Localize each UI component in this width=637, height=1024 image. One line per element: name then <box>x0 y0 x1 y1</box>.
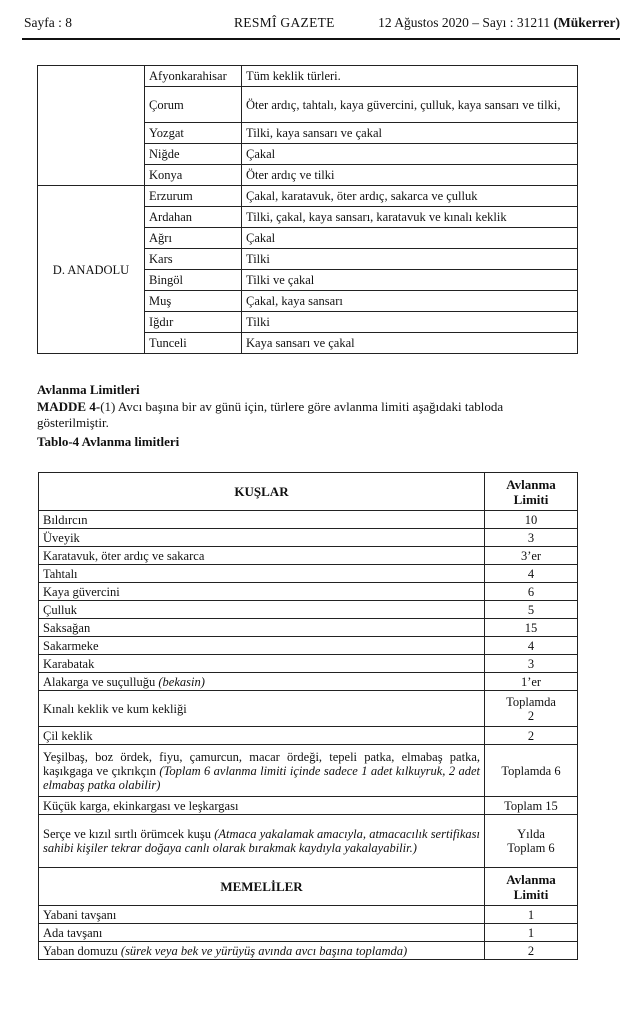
species-name: Karabatak <box>39 655 485 673</box>
species-name: Saksağan <box>39 619 485 637</box>
table-header-row <box>39 473 578 511</box>
table-header-row <box>39 868 578 906</box>
species-name: Kaya güvercini <box>39 583 485 601</box>
province-cell: Yozgat <box>145 123 242 144</box>
table-row <box>38 186 578 207</box>
species-cell: Tilki <box>242 249 578 270</box>
article-paragraph <box>37 399 578 431</box>
province-cell: Kars <box>145 249 242 270</box>
article-label: MADDE 4- <box>37 399 101 414</box>
table-row <box>39 745 578 797</box>
species-name: Karatavuk, öter ardıç ve sakarca <box>39 547 485 565</box>
province-cell: Ardahan <box>145 207 242 228</box>
region-province-table <box>37 65 578 354</box>
limit-value: 6 <box>485 583 578 601</box>
table-row <box>39 655 578 673</box>
species-cell: Tilki, kaya sansarı ve çakal <box>242 123 578 144</box>
province-cell: Muş <box>145 291 242 312</box>
limit-header-line1: Avlanma <box>506 476 556 492</box>
province-cell: Çorum <box>145 87 242 123</box>
header-rule <box>22 38 620 40</box>
limit-header-line1: Avlanma <box>506 871 556 887</box>
limit-value: Toplamda 6 <box>485 745 578 797</box>
table-row <box>39 583 578 601</box>
limit-value: 4 <box>485 637 578 655</box>
limit-value: Toplam 15 <box>485 797 578 815</box>
species-name: Sakarmeke <box>39 637 485 655</box>
species-name: Küçük karga, ekinkargası ve leşkargası <box>39 797 485 815</box>
limit-value: 4 <box>485 565 578 583</box>
section-heading: Avlanma Limitleri <box>37 382 140 397</box>
species-name <box>39 745 485 797</box>
limit-value: 2 <box>485 942 578 960</box>
species-name-text: Yaban domuzu <box>43 943 121 958</box>
species-cell: Öter ardıç, tahtalı, kaya güvercini, çulluk, kaya sansarı ve tilki, <box>242 87 578 123</box>
limit-value: 1 <box>485 924 578 942</box>
limit-value: 1 <box>485 906 578 924</box>
limit-value: 15 <box>485 619 578 637</box>
species-name: Çil keklik <box>39 727 485 745</box>
species-cell: Tüm keklik türleri. <box>242 66 578 87</box>
limit-value: 2 <box>485 727 578 745</box>
table-row <box>39 942 578 960</box>
province-cell: Tunceli <box>145 333 242 354</box>
limit-header <box>485 473 578 511</box>
page-header <box>22 10 620 36</box>
species-cell: Çakal, karatavuk, öter ardıç, sakarca ve çulluk <box>242 186 578 207</box>
limit-value: 3 <box>485 529 578 547</box>
table-row <box>39 511 578 529</box>
species-name: Tahtalı <box>39 565 485 583</box>
region-cell: D. ANADOLU <box>38 186 145 354</box>
species-cell: Çakal <box>242 228 578 249</box>
species-cell: Çakal, kaya sansarı <box>242 291 578 312</box>
table-row <box>39 637 578 655</box>
limit-value: 3 <box>485 655 578 673</box>
table-row <box>39 924 578 942</box>
limit-value <box>485 691 578 727</box>
species-note: (Atmaca yakalamak amacıyla, atmacacılık sertifikası sahibi kişiler tekrar doğaya canlı olarak bırakmak kaydıyla yakalayabilir.) <box>43 827 480 855</box>
species-name <box>39 673 485 691</box>
region-cell-empty <box>38 66 145 186</box>
species-note: (bekasin) <box>158 674 205 689</box>
table-row <box>39 529 578 547</box>
table-caption: Tablo-4 Avlanma limitleri <box>37 434 180 449</box>
limit-value: 10 <box>485 511 578 529</box>
limit-header-line2: Limiti <box>513 491 549 507</box>
species-cell: Öter ardıç ve tilki <box>242 165 578 186</box>
species-name <box>39 942 485 960</box>
species-cell: Çakal <box>242 144 578 165</box>
province-cell: Afyonkarahisar <box>145 66 242 87</box>
limit-value-line1: Yılda <box>517 827 545 841</box>
table-row <box>39 691 578 727</box>
table-row <box>39 906 578 924</box>
mammals-header: MEMELİLER <box>39 868 485 906</box>
table-row <box>38 66 578 87</box>
species-name-text: Alakarga ve suçulluğu <box>43 674 159 689</box>
province-cell: Ağrı <box>145 228 242 249</box>
species-name: Ada tavşanı <box>39 924 485 942</box>
species-cell: Tilki, çakal, kaya sansarı, karatavuk ve kınalı keklik <box>242 207 578 228</box>
table-row <box>39 601 578 619</box>
gazette-name: RESMÎ GAZETE <box>234 15 335 30</box>
limit-value-line1: Toplamda <box>506 694 556 709</box>
article-text: (1) Avcı başına bir av günü için, türlere göre avlanma limiti aşağıdaki tabloda gösterilmiştir. <box>37 399 504 430</box>
species-note: (sürek veya bek ve yürüyüş avında avcı başına toplamda) <box>120 943 408 958</box>
species-cell: Tilki ve çakal <box>242 270 578 291</box>
table-row <box>39 619 578 637</box>
limit-value-line2: 2 <box>527 708 535 723</box>
species-cell: Tilki <box>242 312 578 333</box>
species-name <box>39 815 485 868</box>
hunting-limits-table <box>38 472 578 960</box>
limit-value-line2: Toplam 6 <box>507 841 555 855</box>
species-name: Yabani tavşanı <box>39 906 485 924</box>
limit-value: 1’er <box>485 673 578 691</box>
species-name: Bıldırcın <box>39 511 485 529</box>
table-row <box>39 727 578 745</box>
table-row <box>39 565 578 583</box>
species-note: (Toplam 6 avlanma limiti içinde sadece 1 adet kılkuyruk, 2 adet elmabaş patka olabilir) <box>43 763 480 792</box>
species-cell: Kaya sansarı ve çakal <box>242 333 578 354</box>
issue-type: (Mükerrer) <box>553 15 620 30</box>
issue-date-number: 12 Ağustos 2020 – Sayı : 31211 <box>378 15 551 30</box>
species-name: Çulluk <box>39 601 485 619</box>
province-cell: Bingöl <box>145 270 242 291</box>
table-row <box>39 797 578 815</box>
limit-header <box>485 868 578 906</box>
limit-header-line2: Limiti <box>513 886 549 902</box>
limit-value: 5 <box>485 601 578 619</box>
issue-info <box>378 15 620 31</box>
limit-value: 3’er <box>485 547 578 565</box>
species-name-text: Yeşilbaş, boz ördek, fiyu, çamurcun, macar ördeği, tepeli patka, elmabaş patka, kaşıkgaga ve çıkrıkçın <box>43 749 480 778</box>
province-cell: Niğde <box>145 144 242 165</box>
species-name-text: Serçe ve kızıl sırtlı örümcek kuşu <box>43 827 215 841</box>
page-number: Sayfa : 8 <box>24 15 72 30</box>
species-name: Üveyik <box>39 529 485 547</box>
province-cell: Iğdır <box>145 312 242 333</box>
species-name: Kınalı keklik ve kum kekliği <box>39 691 485 727</box>
table-row <box>39 547 578 565</box>
province-cell: Konya <box>145 165 242 186</box>
table-row <box>39 673 578 691</box>
limit-value <box>485 815 578 868</box>
province-cell: Erzurum <box>145 186 242 207</box>
table-row <box>39 815 578 868</box>
birds-header: KUŞLAR <box>39 473 485 511</box>
